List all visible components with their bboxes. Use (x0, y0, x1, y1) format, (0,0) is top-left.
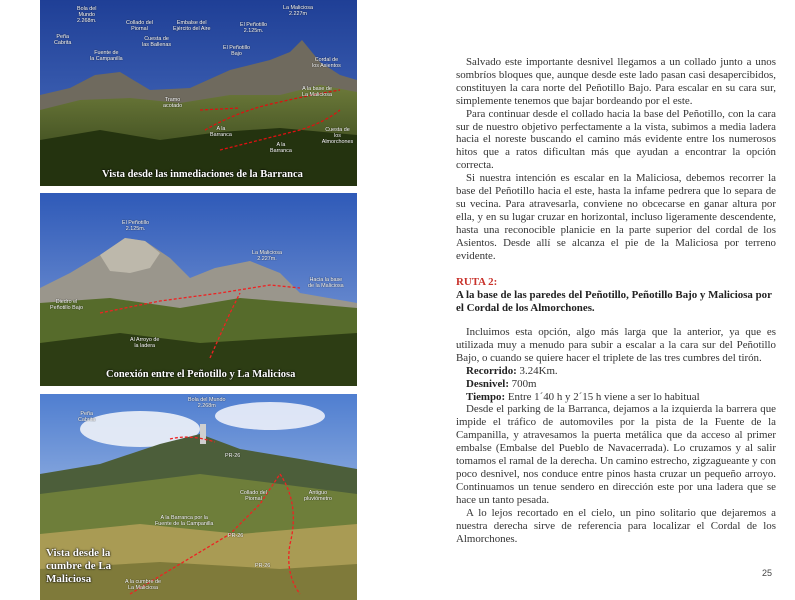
label-penotillo: El Peñotillo 2.125m. (240, 22, 267, 34)
label-diedro-penotillo-bajo: Diedro el Peñotillo Bajo (50, 299, 83, 311)
label-base-maliciosa: A la base de La Maliciosa (302, 86, 332, 98)
label-pr26-3: PR-26 (255, 563, 271, 569)
photo2-caption: Conexión entre el Peñotillo y La Maliciosa (106, 369, 296, 380)
label-maliciosa: La Maliciosa 2.227m (283, 5, 313, 17)
label-penotillo-2: El Peñotillo 2.125m. (122, 220, 149, 232)
fact-tiempo (456, 391, 776, 404)
label-penotillo-bajo: El Peñotillo Bajo (223, 45, 250, 57)
paragraph-parking: Desde el parking de la Barranca, dejamos a la izquierda la barrera que impide el tráfico de automoviles por la pista de la Fuente de la Campanilla, y atravesamos la puerta metálica que da acceso al primer embalse (Embalse del Pueblo de Navacerrada). Lo cruzamos y al salir tomamos el ramal de la derecha. Un camino estrecho, zigzagueante y con poco desnivel, nos conduce entre pinos hasta cruzar un pequeño arroyo. Continuamos un tenue sendero en dirección este por una ladera que se hace un tanto pesada. (456, 403, 776, 506)
photo1-caption: Vista desde las inmediaciones de la Barranca (102, 169, 303, 180)
paragraph-opcion: Incluimos esta opción, algo más larga que la anterior, ya que es utilizada muy a menudo para subir a escalar a la cara sur del Peñotillo Bajo, o cuando se quiere hacer el triplete de las tres cumbres del tirón. (456, 326, 776, 364)
label-cumbre-maliciosa: A la cumbre de La Maliciosa (125, 579, 161, 591)
fact-recorrido-label: Recorrido: (466, 364, 517, 377)
route-title: RUTA 2: (456, 276, 498, 288)
paragraph-collado: Salvado este importante desnivel llegamos a un collado junto a unos sombríos bloques que, aunque desde este lado pasan casi desapercibidos, constituyen la cara norte del Peñotillo Bajo. Para escalar en su cara sur, simplemente tenemos que bajar bordeando por el este. (456, 56, 776, 107)
fact-recorrido-value: 3.24Km. (516, 364, 558, 377)
photo3-caption: Vista desde la cumbre de La Maliciosa (46, 547, 112, 585)
label-a-la-barranca-2: A la Barranca (270, 142, 292, 154)
label-pena-cabrita-3: Peña Cabrita (78, 411, 96, 423)
photo-maliciosa-summit (40, 394, 357, 600)
label-cordal-asientos: Cordal de los Asientos (312, 57, 341, 69)
fact-tiempo-label: Tiempo: (466, 390, 506, 403)
label-bola-del-mundo: Bola del Mundo 2.268m. (77, 6, 97, 24)
paragraph-base-penotillo: Para continuar desde el collado hacia la base del Peñotillo, con la cara sur de nuestro objetivo perfectamente a la vista, subimos a media ladera hacia el noreste buscando el camino más evidente entre los numerosos hitos que a ratos dificultan más que ayudan a encontrar la opción correcta. (456, 107, 776, 172)
label-arroyo-ladera: Al Arroyo de la ladera (130, 337, 160, 349)
label-bola-del-mundo-3: Bola del Mundo 2.268m (188, 397, 226, 409)
text-section-2 (456, 326, 776, 545)
label-pena-cabrita: Peña Cabrita (54, 34, 72, 46)
label-hacia-base-maliciosa: Hacia la base de la Maliciosa (308, 277, 344, 289)
label-barranca-campanilla: A la Barranca por la Fuente de la Campanilla (155, 515, 214, 527)
paragraph-maliciosa: Si nuestra intención es escalar en la Maliciosa, debemos recorrer la base del Peñotillo hacia el este, hasta la infame pedrera que lo separa de su vecina. Para atravesarla, conviene no obcecarse en ganar altura por ella, y en su lugar cruzar en horizontal, incluso ligeramente descendente, hasta una reconocible planicie en la parte superior del cordal de los Asientos. Desde allí se alcanza el pie de la Maliciosa por terreno evidente. (456, 172, 776, 262)
label-pr26-2: PR-26 (228, 533, 244, 539)
fact-desnivel-label: Desnivel: (466, 377, 509, 390)
fact-desnivel-value: 700m (508, 377, 537, 390)
label-collado-piornal: Collado del Piornal (126, 20, 153, 32)
label-tramo-acotado: Tramo acotado (163, 97, 183, 109)
photo-penotillo-maliciosa (40, 193, 357, 386)
label-collado-piornal-3: Collado del Piornal (240, 490, 267, 502)
label-fuente-campanilla: Fuente de la Campanilla (90, 50, 123, 62)
text-section-1 (456, 56, 776, 263)
fact-desnivel (456, 378, 776, 391)
label-antiguo-pluviometro: Antiguo pluviómetro (304, 490, 332, 502)
label-maliciosa-2: La Maliciosa 2.227m. (252, 250, 282, 262)
label-cuesta-ballenas: Cuesta de las Ballenas (142, 36, 172, 48)
label-a-la-barranca-1: A la Barranca (210, 126, 232, 138)
fact-recorrido (456, 365, 776, 378)
route-subtitle: A la base de las paredes del Peñotillo, Peñotillo Bajo y Maliciosa por el Cordal de los Almorchones. (456, 289, 772, 314)
paragraph-pino: A lo lejos recortado en el cielo, un pino solitario que dejaremos a nuestra derecha sirve de referencia para localizar el Cordal de los Almorchones. (456, 506, 776, 545)
label-cuesta-almorchones: Cuesta de los Almorchones (321, 127, 354, 145)
label-pr26-1: PR-26 (225, 453, 241, 459)
photo-barranca-view (40, 0, 357, 186)
fact-tiempo-value: Entre 1´40 h y 2´15 h viene a ser lo habitual (505, 390, 700, 403)
label-embalse-ejercito: Embalse del Ejército del Aire (173, 20, 211, 32)
page-number: 25 (762, 568, 773, 578)
